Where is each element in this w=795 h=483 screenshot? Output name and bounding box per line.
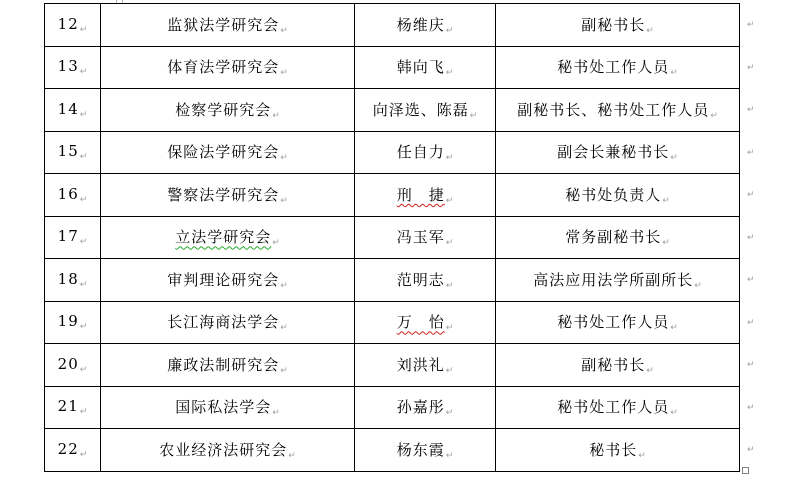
row-end-mark-icon: ↵ [747, 360, 755, 370]
contact-name-cell-text: 杨东霞 [396, 440, 445, 459]
row-number-cell[interactable] [45, 131, 101, 174]
paragraph-mark-icon: ↵ [79, 67, 88, 78]
row-number-cell-text: 14 [57, 99, 79, 118]
paragraph-mark-icon: ↵ [79, 449, 88, 460]
paragraph-mark-icon: ↵ [79, 194, 88, 205]
paragraph-mark-icon: ↵ [272, 408, 280, 419]
position-cell-text: 秘书处工作人员 [557, 58, 670, 77]
position-cell[interactable] [496, 344, 740, 387]
organization-cell-text: 廉政法制研究会 [167, 355, 280, 374]
paragraph-mark-icon: ↵ [280, 323, 288, 334]
row-end-mark-icon: ↵ [747, 190, 755, 200]
organization-cell[interactable] [101, 344, 355, 387]
paragraph-mark-icon: ↵ [79, 237, 88, 248]
organization-cell[interactable] [101, 46, 355, 89]
paragraph-mark-icon: ↵ [445, 25, 454, 36]
contact-name-cell[interactable] [355, 216, 496, 259]
paragraph-mark-icon: ↵ [445, 365, 454, 376]
table-body [45, 4, 740, 472]
organization-cell[interactable] [101, 174, 355, 217]
paragraph-mark-icon: ↵ [280, 280, 288, 291]
row-end-mark-icon: ↵ [747, 402, 755, 413]
position-cell[interactable] [496, 429, 740, 472]
position-cell[interactable] [496, 301, 740, 344]
organization-cell[interactable] [101, 259, 355, 302]
organization-cell[interactable] [101, 4, 355, 47]
table-row [45, 46, 740, 89]
row-number-cell-text: 20 [57, 354, 79, 373]
organization-cell[interactable] [101, 301, 355, 344]
contact-name-cell-text: 范明志 [396, 270, 445, 289]
contact-name-cell[interactable] [355, 386, 496, 429]
position-cell-text: 秘书处工作人员 [557, 313, 670, 332]
paragraph-mark-icon: ↵ [445, 153, 454, 164]
organization-cell-text: 保险法学研究会 [167, 143, 280, 162]
table-row [45, 259, 740, 302]
organization-cell-text: 立法学研究会 [175, 228, 272, 247]
row-number-cell-text: 19 [57, 312, 79, 331]
contact-name-cell-text: 向泽选、陈磊 [372, 100, 469, 119]
paragraph-mark-icon: ↵ [445, 238, 454, 249]
organization-cell-text: 长江海商法学会 [167, 313, 280, 332]
contact-name-cell[interactable] [355, 301, 496, 344]
row-number-cell[interactable] [45, 344, 101, 387]
row-number-cell[interactable] [45, 89, 101, 132]
organization-cell[interactable] [101, 131, 355, 174]
organization-cell[interactable] [101, 89, 355, 132]
organization-cell[interactable] [101, 429, 355, 472]
table-row [45, 89, 740, 132]
paragraph-mark-icon: ↵ [445, 195, 454, 206]
contact-name-cell[interactable] [355, 89, 496, 132]
paragraph-mark-icon: ↵ [670, 153, 678, 164]
contact-name-cell-text: 杨维庆 [396, 15, 445, 34]
table-row [45, 174, 740, 217]
paragraph-mark-icon: ↵ [79, 152, 88, 163]
row-number-cell[interactable] [45, 216, 101, 259]
position-cell-text: 秘书处负责人 [565, 185, 662, 204]
row-number-cell-text: 17 [57, 227, 79, 246]
row-end-mark-icon: ↵ [747, 20, 755, 30]
paragraph-mark-icon: ↵ [280, 153, 288, 164]
position-cell[interactable] [496, 174, 740, 217]
row-end-mark-icon: ↵ [747, 275, 755, 285]
organization-cell-text: 检察学研究会 [175, 100, 272, 119]
row-number-cell-text: 12 [57, 14, 79, 33]
row-number-cell[interactable] [45, 301, 101, 344]
paragraph-mark-icon: ↵ [445, 280, 454, 291]
table-resize-handle[interactable] [742, 467, 749, 474]
paragraph-mark-icon: ↵ [79, 109, 88, 120]
paragraph-mark-icon: ↵ [280, 365, 288, 376]
position-cell-text: 副会长兼秘书长 [557, 143, 670, 162]
paragraph-mark-icon: ↵ [694, 280, 702, 291]
paragraph-mark-icon: ↵ [280, 25, 288, 36]
table-row [45, 344, 740, 387]
paragraph-mark-icon: ↵ [280, 68, 288, 79]
organization-cell-text: 农业经济法研究会 [159, 440, 288, 459]
contact-name-cell-text: 刑 捷 [396, 185, 445, 204]
contact-name-cell[interactable] [355, 4, 496, 47]
row-end-mark-icon: ↵ [747, 105, 755, 115]
paragraph-mark-icon: ↵ [469, 110, 478, 121]
position-cell-text: 副秘书长 [581, 355, 646, 374]
contact-name-cell-text: 韩向飞 [396, 58, 445, 77]
row-number-cell-text: 13 [57, 57, 79, 76]
organization-cell-text: 国际私法学会 [175, 398, 272, 417]
paragraph-mark-icon: ↵ [662, 195, 670, 206]
row-number-cell[interactable] [45, 46, 101, 89]
organization-cell-text: 警察法学研究会 [167, 185, 280, 204]
position-cell[interactable] [496, 89, 740, 132]
row-end-mark-icon: ↵ [747, 62, 755, 73]
contact-name-cell-text: 冯玉军 [396, 228, 445, 247]
position-cell[interactable] [496, 216, 740, 259]
contact-name-cell[interactable] [355, 46, 496, 89]
organization-cell-text: 审判理论研究会 [167, 270, 280, 289]
table-row [45, 386, 740, 429]
row-number-cell[interactable] [45, 174, 101, 217]
member-table [44, 3, 740, 472]
row-number-cell[interactable] [45, 429, 101, 472]
organization-cell-text: 体育法学研究会 [167, 58, 280, 77]
paragraph-mark-icon: ↵ [670, 323, 678, 334]
position-cell[interactable] [496, 4, 740, 47]
row-end-mark-icon: ↵ [747, 317, 755, 328]
table-row [45, 4, 740, 47]
position-cell[interactable] [496, 386, 740, 429]
row-number-cell[interactable] [45, 259, 101, 302]
paragraph-mark-icon: ↵ [280, 195, 288, 206]
row-end-mark-icon: ↵ [747, 232, 755, 243]
row-number-cell-text: 18 [57, 269, 79, 288]
row-end-mark-icon: ↵ [747, 147, 755, 158]
row-number-cell-text: 21 [57, 397, 79, 416]
paragraph-mark-icon: ↵ [646, 365, 654, 376]
position-cell-text: 秘书长 [589, 440, 638, 459]
contact-name-cell[interactable] [355, 344, 496, 387]
row-number-cell-text: 16 [57, 184, 79, 203]
paragraph-mark-icon: ↵ [445, 408, 454, 419]
organization-cell[interactable] [101, 216, 355, 259]
paragraph-mark-icon: ↵ [79, 24, 88, 35]
row-number-cell[interactable] [45, 4, 101, 47]
position-cell[interactable] [496, 259, 740, 302]
table-row [45, 429, 740, 472]
table-row [45, 301, 740, 344]
organization-cell[interactable] [101, 386, 355, 429]
row-number-cell[interactable] [45, 386, 101, 429]
paragraph-mark-icon: ↵ [79, 407, 88, 418]
contact-name-cell[interactable] [355, 174, 496, 217]
row-number-cell-text: 15 [57, 142, 79, 161]
paragraph-mark-icon: ↵ [272, 110, 280, 121]
position-cell-text: 常务副秘书长 [565, 228, 662, 247]
contact-name-cell[interactable] [355, 259, 496, 302]
row-number-cell-text: 22 [57, 439, 79, 458]
paragraph-mark-icon: ↵ [79, 279, 88, 290]
paragraph-mark-icon: ↵ [445, 450, 454, 461]
table-row [45, 131, 740, 174]
paragraph-mark-icon: ↵ [445, 68, 454, 79]
position-cell[interactable] [496, 131, 740, 174]
position-cell[interactable] [496, 46, 740, 89]
paragraph-mark-icon: ↵ [646, 25, 654, 36]
paragraph-mark-icon: ↵ [638, 450, 646, 461]
position-cell-text: 高法应用法学所副所长 [533, 270, 694, 289]
paragraph-mark-icon: ↵ [288, 450, 296, 461]
contact-name-cell-text: 万 怡 [396, 313, 445, 332]
paragraph-mark-icon: ↵ [79, 364, 88, 375]
paragraph-mark-icon: ↵ [670, 68, 678, 79]
position-cell-text: 秘书处工作人员 [557, 398, 670, 417]
paragraph-mark-icon: ↵ [670, 408, 678, 419]
paragraph-mark-icon: ↵ [79, 322, 88, 333]
contact-name-cell[interactable] [355, 429, 496, 472]
position-cell-text: 副秘书长 [581, 15, 646, 34]
row-end-mark-icon: ↵ [747, 445, 755, 455]
paragraph-mark-icon: ↵ [272, 238, 280, 249]
contact-name-cell-text: 任自力 [396, 143, 445, 162]
paragraph-mark-icon: ↵ [710, 110, 718, 121]
table-row [45, 216, 740, 259]
contact-name-cell[interactable] [355, 131, 496, 174]
organization-cell-text: 监狱法学研究会 [167, 15, 280, 34]
position-cell-text: 副秘书长、秘书处工作人员 [517, 100, 710, 119]
contact-name-cell-text: 刘洪礼 [396, 355, 445, 374]
paragraph-mark-icon: ↵ [445, 323, 454, 334]
contact-name-cell-text: 孙嘉彤 [396, 398, 445, 417]
paragraph-mark-icon: ↵ [662, 238, 670, 249]
